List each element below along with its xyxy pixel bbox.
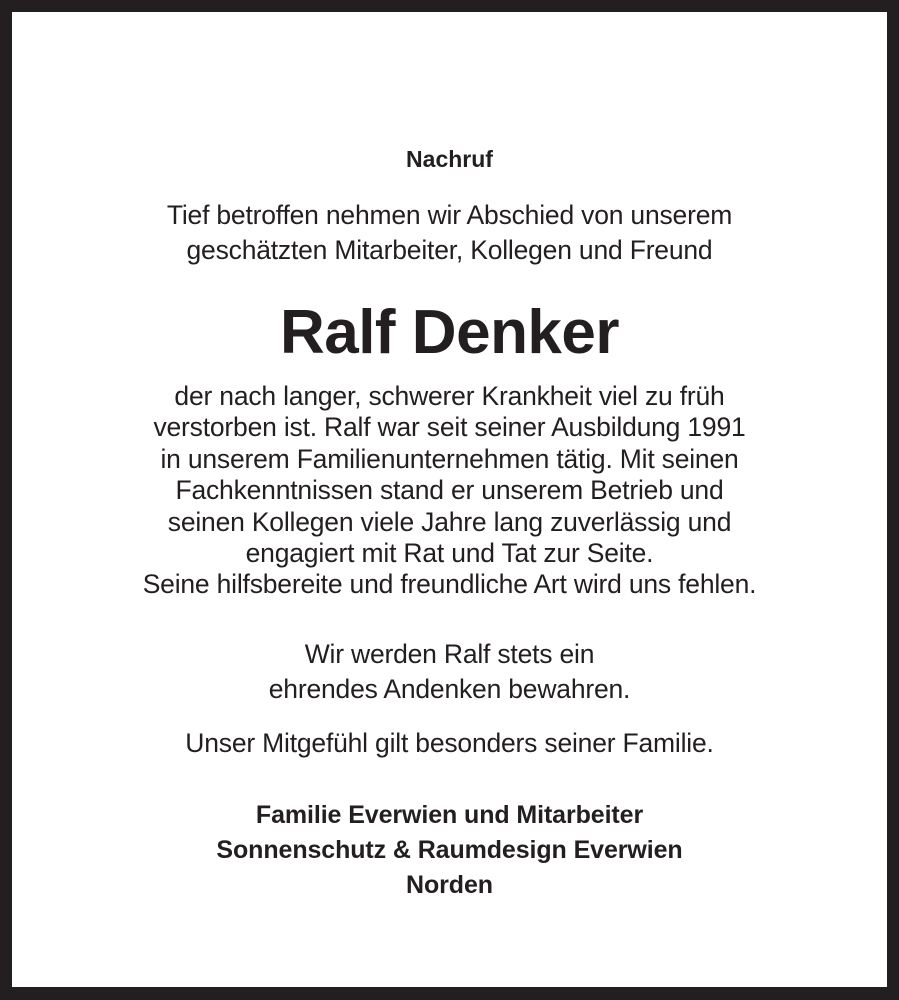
remembrance-line: Wir werden Ralf stets ein [304, 639, 595, 669]
body-line: Fachkenntnissen stand er unserem Betrieb und [175, 475, 724, 506]
signature-line: Sonnenschutz & Raumdesign Everwien [216, 836, 683, 864]
sympathy-text: Unser Mitgefühl gilt besonders seiner Familie. [185, 728, 714, 758]
body-line: seinen Kollegen viele Jahre lang zuverlässig und [167, 506, 732, 537]
obituary-heading: Nachruf [406, 146, 493, 172]
body-line: in unserem Familienunternehmen tätig. Mit seinen [160, 443, 739, 474]
signature [24, 798, 875, 903]
remembrance-text [24, 637, 875, 707]
deceased-name: Ralf Denker [279, 298, 620, 367]
signature-line: Familie Everwien und Mitarbeiter [255, 801, 644, 829]
remembrance-line: ehrendes Andenken bewahren. [268, 674, 631, 704]
signature-line: Norden [406, 871, 493, 899]
body-line: engagiert mit Rat und Tat zur Seite. [245, 538, 654, 569]
intro-line: geschätzten Mitarbeiter, Kollegen und Freund [186, 234, 713, 265]
body-line: Seine hilfsbereite und freundliche Art wird uns fehlen. [142, 569, 757, 600]
intro-text [24, 198, 875, 267]
body-text [24, 381, 875, 601]
body-line: verstorben ist. Ralf war seit seiner Ausbildung 1991 [153, 412, 746, 443]
body-line: der nach langer, schwerer Krankheit viel zu früh [174, 381, 725, 411]
intro-line: Tief betroffen nehmen wir Abschied von unserem [166, 200, 733, 230]
